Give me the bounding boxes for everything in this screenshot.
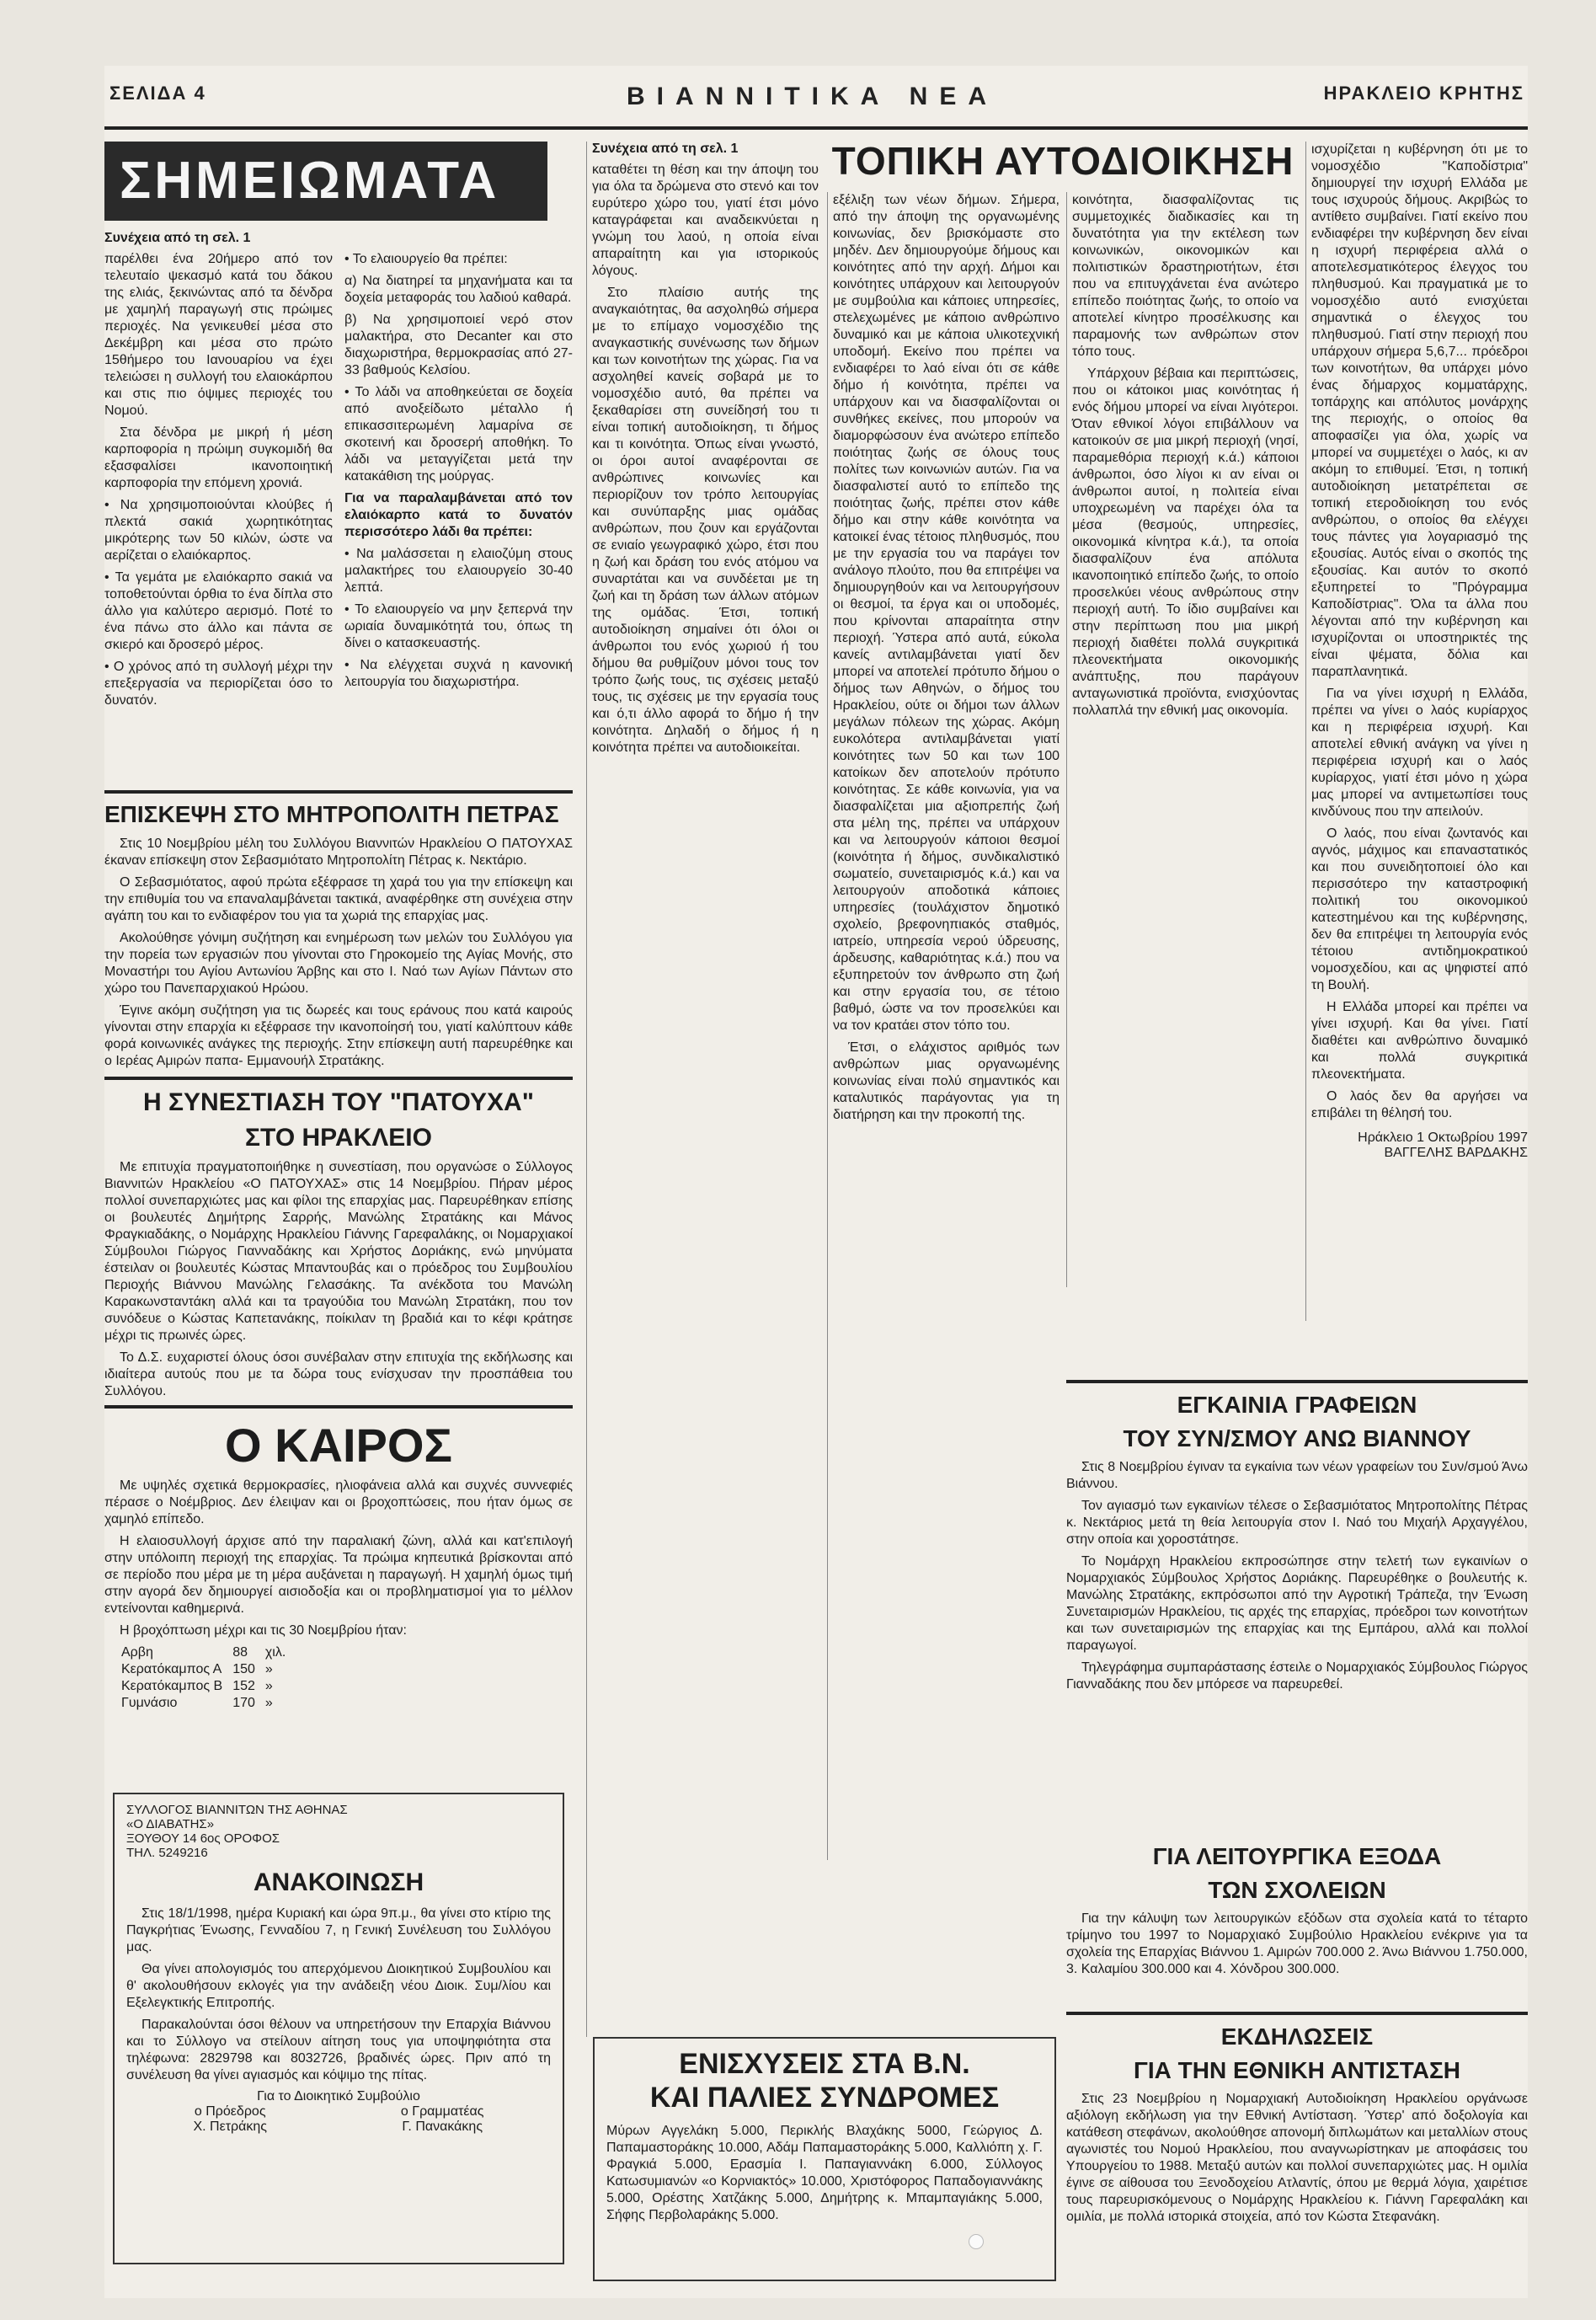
page-number: ΣΕΛΙΔΑ 4 [109,83,206,104]
paragraph: Η βροχόπτωση μέχρι και τις 30 Νοεμβρίου ήταν: [120,1623,407,1638]
newspaper-title: ΒΙΑΝΝΙΤΙΚΑ ΝΕΑ [627,83,998,110]
anakoinosi-title: ΑΝΑΚΟΙΝΩΣΗ [253,1868,424,1896]
paragraph: • Να ελέγχεται συχνά η κανονική λειτουργία του διαχωριστήρα. [344,658,573,689]
paragraph: Τηλεγράφημα συμπαράστασης έστειλε ο Νομαρχιακός Σύμβουλος Γιώργος Γιανναδάκης που δεν μπόρεσε να παρευρεθεί. [1066,1660,1528,1692]
paragraph: Στο πλαίσιο αυτής της αναγκαιότητας, θα ασχοληθώ σήμερα με το επίμαχο νομοσχέδιο της αναγκαστικής συνένωσης των δήμων και των κοινοτήτων της χώρας. Για να ασχοληθεί κανείς σοβαρά με το νομοσχέδιο αυτό, θα πρέπει να ξεκαθαρίσει στη συνείδησή του τι είναι τοπική αυτοδιοίκηση, τι δήμος και τι κοινότητα. Όπως είναι γνωστό, οι όροι αυτοί αναφέρονται σε ανθρώπινες κοινωνίες και περιορίζουν τον τρόπο λειτουργίας και συνύπαρξης μιας ομάδας ανθρώπων, που ζουν και εργάζονται σε ενιαίο γεωγραφικό χώρο, έτσι που η ζωή και δράση του ενός ατόμου να συναρτάται και να συνδέεται με τη ζωή και τη δράση των άλλων ατόμων της ομάδας. Έτσι, τοπική αυτοδιοίκηση σημαίνει ότι όλοι οι άνθρωποι του ενός χωριού ή του δήμου θα ρυθμίζουν μόνοι τους τον τρόπο ζωής τους, τις σχέσεις μεταξύ τους, τις σχέσεις με την εργασία τους και ό,τι άλλο αφορά το δήμο ή την κοινότητα. Δηλαδή ο δήμος ή η κοινότητα πρέπει να αυτοδιοικείται. [592,286,819,755]
paragraph: Τον αγιασμό των εγκαινίων τέλεσε ο Σεβασμιότατος Μητροπολίτης Πέτρας κ. Νεκτάριος μετά τη θεία λειτουργία στον Ι. Ναό του Μιχαήλ Αρχαγγέλου, στην οποία και χοροστάτησε. [1066,1499,1528,1547]
egkainia-title-1: ΕΓΚΑΙΝΙΑ ΓΡΑΦΕΙΩΝ [1177,1392,1417,1418]
contributions-list: Μύρων Αγγελάκη 5.000, Περικλής Βλαχάκης 5000, Γεώργιος Δ. Παπαμαστοράκης 10.000, Αδάμ Παπαμαστοράκης 5.000, Καλλιόπη χ. Γ. Φραγκιά 5.000, Ερασμία Ι. Παπαγιαννάκη 6.000, Σύλλογος Κατωσυμιανών «ο Κορνιακτός» 10.000, Χριστόφορος Παπαδογιαννάκης 5.000, Ορέστης Χατζάκης 5.000, Δημήτρης κ. Μπαμπαγιάκης 5.000, Σήφης Περβολαράκης 5.000. [606,2124,1043,2222]
newspaper-page [104,66,1528,2298]
paragraph: εξέλιξη των νέων δήμων. Σήμερα, από την άποψη της οργανωμένης κοινωνίας, δεν βρισκόμαστε στο μηδέν. Δεν δημιουργούμε δήμους και κοινότητες από την αρχή. Δήμοι και κοινότητες υπάρχουν και λειτουργούν με συμβούλια και κάποιες υπηρεσίες, στελεχωμένες με κάποιο ανθρώπινο δυναμικό και με κάποια υλικοτεχνική υποδομή. Εκείνο που πρέπει να ενδιαφέρει το λαό είναι ότι σε κάθε δήμο ή κοινότητα, πρέπει να υπάρχουν και να διασφαλίζονται οι συνθήκες εκείνες, που μπορούν να διαμορφώσουν ένα ανώτερο επίπεδο ποιότητας ζωής σε όλους τους πολίτες των κοινωνιών αυτών. Για να διασφαλιστεί αυτό το επίπεδο της ποιότητας ζωής, πρέπει στον κάθε δήμο και στην κάθε κοινότητα να κατοικεί ένας τέτοιος πληθυσμός, που με την εργασία του να παράγει τον ανάλογο πλούτο, που θα επιτρέψει να δημιουργηθούν και να λειτουργήσουν οι θεσμοί, τα έργα και οι υποδομές, που κρίνονται απαραίτητα στην περιοχή. Ύστερα από αυτά, εύκολα κανείς αντιλαμβάνεται γιατί δεν μπορεί να αποτελεί πρότυπο δήμου ο δήμος των Αθηνών, ο δήμος του Ηρακλείου, ούτε οι δήμοι των άλλων μεγάλων πόλεων της χώρας. Ακόμη ευκολότερα αντιλαμβάνεται γιατί κοινότητες των 50 και των 100 κατοίκων δεν αποτελούν πρότυπο κοινότητας. Σε κάθε κοινωνία, για να διασφαλίζεται μια αξιοπρεπής ζωή στα μέλη της, πρέπει να υπάρχουν και να λειτουργούν κάποιοι θεσμοί (κοινότητα ή δήμος, συνδικαλιστικό σωματείο, συνεταιρισμός κ.ά.) και να λειτουργούν αποδοτικά κάποιες υπηρεσίες (τουλάχιστον δημοτικό σχολείο, βρεφονηπιακός σταθμός, ιατρείο, υπηρεσία νερού ύδρευσης, άρδευσης, καθαριότητας κ.ά.) που να εξυπηρετούν τον άνθρωπο στη ζωή και στην εργασία του, σε τέτοιο βαθμό, ώστε να τον προσελκύει και να τον κρατάει στον τόπο του. [833,193,1060,1033]
paragraph: Στις 23 Νοεμβρίου η Νομαρχιακή Αυτοδιοίκηση Ηρακλείου οργάνωσε αξιόλογη εκδήλωση για την Εθνική Αντίσταση. Ύστερ' από δοξολογία και κατάθεση στεφάνων, ακολούθησε απονομή διπλωμάτων και μεταλλίων στους αγωνιστές του Νομού Ηρακλείου, που αναγνωρίστηκαν με αποφάσεις του Υπουργείου το 1988. Μεταξύ αυτών και πολλοί συνεπαρχιώτες μας. Η ομιλία έγινε σε αίθουσα του Ξενοδοχείου Ατλαντίς, όπου με θερμά λόγια, χαιρέτισε τους παρευρισκόμενους ο Νομάρχης Ηρακλείου κ. Γιάννη Γαρεφαλάκη και ομιλία, με πολλά ιστορικά στοιχεία, από τον Κώστα Στεφανάκη. [1066,2092,1528,2224]
egkainia-title-2: ΤΟΥ ΣΥΝ/ΣΜΟΥ ΑΝΩ ΒΙΑΝΝΟΥ [1123,1425,1471,1451]
synestiasi-section [104,1077,573,1397]
paragraph: Στα δένδρα με μικρή ή μέση καρποφορία η πρώιμη συγκομιδή θα εξασφαλίσει ικανοποιητική καρποφορία την επόμενη χρονιά. [104,425,333,490]
header-location: ΗΡΑΚΛΕΙΟ ΚΡΗΤΗΣ [1323,83,1524,104]
page-header [104,66,1528,130]
paragraph: α) Να διατηρεί τα μηχανήματα και τα δοχεία μεταφοράς του λαδιού καθαρά. [344,274,573,305]
paragraph: Ο Σεβασμιότατος, αφού πρώτα εξέφρασε τη χαρά του για την επίσκεψη και την επιθυμία του να επαναλαμβάνεται τακτικά, αναφέρθηκε στη συνέχεια στην αγάπη του και το ενδιαφέρον του για τα χωριά της επαρχίας μας. [104,875,573,923]
paragraph: Η Ελλάδα μπορεί και πρέπει να γίνει ισχυρή. Και θα γίνει. Γιατί διαθέτει και ανθρώπινο δυναμικό και πολλά συγκριτικά πλεονεκτήματα. [1311,1000,1528,1082]
paragraph: • Ο χρόνος από τη συλλογή μέχρι την επεξεργασία να περιορίζεται όσο το δυνατόν. [104,660,333,708]
paragraph: καταθέτει τη θέση και την άποψη του για όλα τα δρώμενα στο στενό και τον ευρύτερο χώρο του, γιατί έτσι μόνο καταγράφεται και αναδεικνύεται η γνώμη του λαού, η οποία είναι απαραίτητη και για ιστορικούς λόγους. [592,163,819,278]
paragraph: Παρακαλούνται όσοι θέλουν να υπηρετήσουν την Επαρχία Βιάννου και το Σύλλογο να στείλουν αίτηση τους για υποψηφιότητα στα τηλέφωνα: 2829798 και 8032726, βραδινές ώρες. Πριν από τη συνέλευση θα γίνει αγιασμός και κόψιμο της πίτας. [126,2018,551,2082]
sign-header: Για το Διοικητικό Συμβούλιο [257,2089,420,2104]
signature-date: Ηράκλειο 1 Οκτωβρίου 1997 [1358,1131,1528,1145]
ekdiloseis-title-2: ΓΙΑ ΤΗΝ ΕΘΝΙΚΗ ΑΝΤΙΣΤΑΣΗ [1134,2057,1460,2083]
paragraph: Θα γίνει απολογισμός του απερχόμενου Διοικητικού Συμβουλίου και θ' ακολουθήσουν εκλογές για την ανάδειξη νέου Διοικ. Συμ/λίου και Εξελεγκτικής Επιτροπής. [126,1962,551,2010]
synestiasi-title-2: ΣΤΟ ΗΡΑΚΛΕΙΟ [245,1124,432,1152]
synestiasi-title-1: Η ΣΥΝΕΣΤΙΑΣΗ ΤΟΥ "ΠΑΤΟΥΧΑ" [143,1088,534,1116]
ekdiloseis-title-1: ΕΚΔΗΛΩΣΕΙΣ [1220,2023,1374,2050]
paragraph: παρέλθει ένα 20ήμερο από τον τελευταίο ψεκασμό κατά του δάκου της ελιάς, ξεκινώντας από τα δένδρα με χαμηλή παραγωγή στις πρώιμες περιοχές. Να γενικευθεί μέσα στο Δεκέμβρη και μέσα στο πρώτο 15θήμερο του Ιανουαρίου να έχει τελειώσει η συλλογή του ελαιοκάρπου και στις πιο όψιμες περιοχές του Νομού. [104,252,333,418]
continued-label: Συνέχεια από τη σελ. 1 [104,231,251,245]
org-phone: ΤΗΛ. 5249216 [126,1846,208,1860]
paragraph: Για να γίνει ισχυρή η Ελλάδα, πρέπει να γίνει ο λαός κυρίαρχος και η περιφέρεια ισχυρή. Και αποτελεί εθνική ανάγκη να γίνει η περιφέρεια ισχυρή και ο λαός κυρίαρχος, γιατί έτσι μόνο η χώρα μας μπορεί να αντιμετωπίσει τους κινδύνους που την απειλούν. [1311,687,1528,819]
simeiomata-right [344,251,573,714]
enisxyseis-box [593,2037,1056,2281]
topiki-title: ΤΟΠΙΚΗ ΑΥΤΟΔΙΟΙΚΗΣΗ [831,139,1294,183]
signature-name: ΒΑΓΓΕΛΗΣ ΒΑΡΔΑΚΗΣ [1384,1146,1528,1160]
role-secretary: ο Γραμματέας [400,2104,484,2119]
paragraph-bold: Για να παραλαμβάνεται από τον ελαιόκαρπο κατά το δυνατόν περισσότερο λάδι θα πρέπει: [344,491,573,539]
continued-article-column [586,142,819,2037]
paragraph: • Το λάδι να αποθηκεύεται σε δοχεία από ανοξείδωτο μέταλλο ή επικασσιτερωμένη λαμαρίνα σε σκοτεινή και δροσερή αποθήκη. Το λάδι να μεταγγίζεται μετά την κατακάθιση της μούργας. [344,385,573,484]
topiki-col-5 [1305,142,1528,1321]
enisxyseis-title-1: ΕΝΙΣΧΥΣΕΙΣ ΣΤΑ Β.Ν. [679,2048,970,2080]
episkepsi-title: ΕΠΙΣΚΕΨΗ ΣΤΟ ΜΗΤΡΟΠΟΛΙΤΗ ΠΕΤΡΑΣ [104,790,573,829]
paragraph: Ο λαός, που είναι ζωντανός και αγνός, μάχιμος και επαναστατικός και που συνειδητοποιεί όλο και περισσότερο την καταστροφική πολιτική του οικονομικού κατεστημένου και της κυβέρνησης, δεν θα επιτρέψει τη λειτουργία ενός τέτοιου αντιδημοκρατικού νομοσχεδίου, και ας ψηφιστεί από τη Βουλή. [1311,826,1528,992]
simeiomata-section [104,142,573,782]
org-address: ΞΟΥΘΟΥ 14 6ος ΟΡΟΦΟΣ [126,1831,280,1846]
table-row: Γυμνάσιο 170 » [121,1696,273,1710]
topiki-col-3 [827,192,1060,1860]
rainfall-table [121,1644,296,1712]
ekdiloseis-section [1066,2012,1528,2290]
kairos-title: Ο ΚΑΙΡΟΣ [104,1405,573,1471]
simeiomata-left [104,251,333,714]
paragraph: • Να χρησιμοποιούνται κλούβες ή πλεκτά σακιά χωρητικότητας μικρότερης των 50 κιλών, ώστε να αερίζεται ο ελαιόκαρπος. [104,498,333,563]
role-president: ο Πρόεδρος [194,2104,266,2119]
simeiomata-columns [104,251,573,714]
paragraph: • Το ελαιουργείο να μην ξεπερνά την ωριαία δυναμικότητά του, όπως τη δίνει ο κατασκευαστής. [344,602,573,650]
paragraph: Έγινε ακόμη συζήτηση για τις δωρεές και τους εράνους που κατά καιρούς γίνονται στην επαρχία κι εξέφρασε την ικανοποίησή του, γιατί καλύπτουν κάθε φορά κοινωνικές ανάγκες της περιοχής. Στην επίσκεψη αυτή παρευρέθηκε και ο Ιερέας Αμιρών παπα- Εμμανουήλ Στρατάκης. [104,1003,573,1068]
simeiomata-banner: ΣΗΜΕΙΩΜΑΤΑ [104,142,547,221]
paragraph: Η ελαιοσυλλογή άρχισε από την παραλιακή ζώνη, αλλά και κατ'επιλογή στην υπόλοιπη περιοχή της επαρχίας. Τα πρώιμα κηπευτικά βρίσκονται από σε περίοδο που μέρα με τη μέρα αυξάνεται η παραγωγή. Η χαμηλή όμως τιμή στην αγορά δεν δημιουργεί αισιοδοξία και οι προβληματισμοί για το μέλλον εντείνονται καθημερινά. [104,1534,573,1616]
enisxyseis-title-2: ΚΑΙ ΠΑΛΙΕΣ ΣΥΝΔΡΟΜΕΣ [649,2082,1000,2114]
paragraph: Το Δ.Σ. ευχαριστεί όλους όσοι συνέβαλαν στην επιτυχία της εκδήλωσης και ιδιαίτερα αυτούς που με τα δώρα τους ενίσχυσαν την προσπάθεια του Συλλόγου. [104,1350,573,1397]
paragraph: Το Νομάρχη Ηρακλείου εκπροσώπησε στην τελετή των εγκαινίων ο Νομαρχιακός Σύμβουλος Χρήστος Δοριάκης. Παρευρέθηκε ο βουλευτής κ. Μανώλης Στρατάκης, εκπρόσωποι από την Αγροτική Τράπεζα, την Ένωση Συνεταιρισμών Ηρακλείου, τις αρχές της επαρχίας, πρόεδροι των κοινοτήτων και των συνεταιρισμών της επαρχίας και της Εμπάρου, αλλά και πολλοί παραγωγοί. [1066,1554,1528,1653]
org-subname: «Ο ΔΙΑΒΑΤΗΣ» [126,1817,215,1831]
paragraph: Ο λαός δεν θα αργήσει να επιβάλει τη θέλησή του. [1311,1089,1528,1120]
continued-label: Συνέχεια από τη σελ. 1 [592,142,739,156]
leitourgika-title-1: ΓΙΑ ΛΕΙΤΟΥΡΓΙΚΑ ΕΞΟΔΑ [1152,1843,1442,1869]
leitourgika-section [1066,1843,1528,2003]
paragraph: Για την κάλυψη των λειτουργικών εξόδων στα σχολεία κατά το τέταρτο τρίμηνο του 1997 το Νομαρχιακό Συμβούλιο Ηρακλείου ενέκρινε για τα σχολεία της Επαρχίας Βιάννου 1. Αμιρών 700.000 2. Άνω Βιάννου 1.750.000, 3. Καλαμίου 300.000 και 4. Χόνδρου 300.000. [1066,1911,1528,1976]
leitourgika-title-2: ΤΩΝ ΣΧΟΛΕΙΩΝ [1208,1877,1386,1903]
egkainia-section [1066,1380,1528,1835]
paragraph: Στις 8 Νοεμβρίου έγιναν τα εγκαίνια των νέων γραφείων του Συν/σμού Άνω Βιάννου. [1066,1460,1528,1491]
episkepsi-section [104,790,573,1068]
paragraph: Έτσι, ο ελάχιστος αριθμός των ανθρώπων μιας οργανωμένης κοινωνίας είναι πολύ σημαντικός και καταλυτικός παράγοντας για τη διατήρηση και την προκοπή της. [833,1040,1060,1122]
paragraph: β) Να χρησιμοποιεί νερό στον μαλακτήρα, στο Decanter και στο διαχωριστήρα, θερμοκρασίας από 27-33 βαθμούς Κελσίου. [344,313,573,377]
paragraph: Στις 18/1/1998, ημέρα Κυριακή και ώρα 9π.μ., θα γίνει στο κτίριο της Παγκρήτιας Ένωσης, Γενναδίου 7, η Γενική Συνέλευση του Συλλόγου μας. [126,1906,551,1954]
anakoinosi-box [113,1793,564,2264]
paragraph: • Να μαλάσσεται η ελαιοζύμη στους μαλακτήρες του ελαιουργείο 30-40 λεπτά. [344,547,573,595]
paragraph: κοινότητα, διασφαλίζοντας τις συμμετοχικές διαδικασίες και τη δυνατότητα για την εκτέλεση των κοινωνικών, οικονομικών και πολιτιστικών δραστηριοτήτων, έτσι που να επιτυγχάνεται ένα ανώτερο επίπεδο ποιότητας ζωής, το οποίο να αποτελεί κίνητρο προσέλκυσης και παραμονής των ανθρώπων στον τόπο τους. [1072,193,1299,359]
table-row: Αρβη 88 χιλ. [121,1645,286,1660]
table-row: Κερατόκαμπος Β 152 » [121,1679,273,1693]
topiki-col-4 [1066,192,1299,1287]
org-name: ΣΥΛΛΟΓΟΣ ΒΙΑΝΝΙΤΩΝ ΤΗΣ ΑΘΗΝΑΣ [126,1803,348,1817]
name-president: Χ. Πετράκης [193,2120,267,2134]
signatures [126,2104,551,2135]
paragraph: • Το ελαιουργείο θα πρέπει: [344,252,508,266]
paragraph: Υπάρχουν βέβαια και περιπτώσεις, που οι κάτοικοι μιας κοινότητας ή ενός δήμου μπορεί να είναι λιγότεροι. Όταν εθνικοί λόγοι επιβάλλουν να κατοικούν σε μια μικρή περιοχή (νησί, παραμεθόρια περιοχή κ.ά.) κάποιοι άνθρωποι, όσο λίγοι κι αν είναι οι άνθρωποι αυτοί, η πολιτεία είναι υποχρεωμένη να παρέχει όλα τα μέσα (θεσμούς, υπηρεσίες, οικονομικά κίνητρα κ.ά.), τα οποία διασφαλίζουν ένα απόλυτα ικανοποιητικό επίπεδο ζωής, το οποίο προσελκύει νέους ανθρώπους στην περιοχή αυτή. Το ίδιο συμβαίνει και στην περίπτωση που μια μικρή περιοχή διαθέτει πολλά συγκριτικά πλεονεκτήματα οικονομικής ανάπτυξης, που παράγουν ανταγωνιστικά προϊόντα, ενισχύοντας πολλαπλά την εθνική μας οικονομία. [1072,366,1299,718]
paragraph: • Τα γεμάτα με ελαιόκαρπο σακιά να τοποθετούνται όρθια το ένα δίπλα στο άλλο για καλύτερο αερισμό. Ποτέ το ένα πάνω στο άλλο και πάντα σε σκιερό και δροσερό μέρος. [104,570,333,652]
paragraph: Στις 10 Νοεμβρίου μέλη του Συλλόγου Βιαννιτών Ηρακλείου Ο ΠΑΤΟΥΧΑΣ έκαναν επίσκεψη στον Σεβασμιότατο Μητροπολίτη Πέτρας κ. Νεκτάριο. [104,837,573,868]
paragraph: Ακολούθησε γόνιμη συζήτηση και ενημέρωση των μελών του Συλλόγου για την πορεία των εργασιών που γίνονται στο Γηροκομείο της Αγίας Μονής, στο Μοναστήρι του Αγίου Αντωνίου Άρβης και στο Ι. Ναό των Αγίων Πάντων στο χώρο του Πανεπαρχιακού Ηρώου. [104,931,573,996]
punch-hole-icon [969,2234,984,2249]
topiki-title-wrap [827,140,1299,190]
kairos-section [104,1405,573,1776]
name-secretary: Γ. Πανακάκης [402,2120,483,2134]
table-row: Κερατόκαμπος Α 150 » [121,1662,273,1676]
paragraph: ισχυρίζεται η κυβέρνηση ότι με το νομοσχέδιο "Καποδίστρια" δημιουργεί την ισχυρή Ελλάδα με τους ισχυρούς δήμους. Ακριβώς το αντίθετο συμβαίνει. Γιατί εκείνο που ενδιαφέρει την κυβέρνηση δεν είναι η ισχυρή περιφέρεια αλλά ο αποτελεσματικότερος έλεγχος του πληθυσμού. Και πραγματικά με το νομοσχέδιο αυτό ενισχύεται σημαντικά ο έλεγχος του πληθυσμού. Γιατί στην περιοχή που υπάρχουν σήμερα 5,6,7... πρόεδροι των κοινοτήτων, θα υπάρχει μόνο ένας δήμαρχος κομματάρχης, τοπάρχης και απόλυτος μονάρχης της περιοχής, ο οποίος θα αποφασίζει για όλα, χωρίς να μπορεί να συμμετέχει ο λαός, κι αν ακόμη το επιθυμεί. Έτσι, η τοπική αυτοδιοίκηση μετατρέπεται σε τοπική ετεροδιοίκηση του ενός ανθρώπου, ο οποίος θα ελέγχει τους πάντες για λογαριασμό της εξουσίας. Αυτός είναι ο σκοπός της εξουσίας. Και αυτόν το σκοπό εξυπηρετεί το "Πρόγραμμα Καποδίστριας". Όλα τα άλλα που λέγονται από την κυβέρνηση και ισχυρίζονται οι υποστηρικτές της είναι ψέματα, δόλια και παραπλανητικά. [1311,142,1528,679]
paragraph: Με επιτυχία πραγματοποιήθηκε η συνεστίαση, που οργανώσε ο Σύλλογος Βιαννιτών Ηρακλείου «Ο ΠΑΤΟΥΧΑΣ» στις 14 Νοεμβρίου. Πήραν μέρος πολλοί συνεπαρχιώτες μας και φίλοι της επαρχίας μας. Παρευρέθηκαν επίσης οι βουλευτές Δημήτρης Σαρρής, Μανώλης Στρατάκης και Μάνος Φραγκιαδάκης, ο Νομάρχης Ηρακλείου Γιάννης Γαρεφαλάκης, οι Νομαρχιακοί Σύμβουλοι Γιώργος Γιανναδάκης και Χρήστος Δοριάκης, ενώ μηνύματα έστειλαν οι βουλευτές Κώστας Μπαντουβάς και ο πρόεδρος του Συμβουλίου Περιοχής Βιάννου Μανώλης Γελασάκης. Τα ανέκδοτα του Μανώλη Καρακωνσταντάκη αλλά και τα τραγούδια του Μανώλη Στρατάκη, που τον συνόδευε ο Κώστας Καπετανάκης, ποίκιλαν τη βραδιά και το κέφι κράτησε μέχρι τις πρωινές ώρες. [104,1160,573,1343]
paragraph: Με υψηλές σχετικά θερμοκρασίες, ηλιοφάνεια αλλά και συχνές συννεφιές πέρασε ο Νοέμβριος. Δεν έλειψαν και οι βροχοπτώσεις, που ήταν όμως σε χαμηλό επίπεδο. [104,1478,573,1526]
